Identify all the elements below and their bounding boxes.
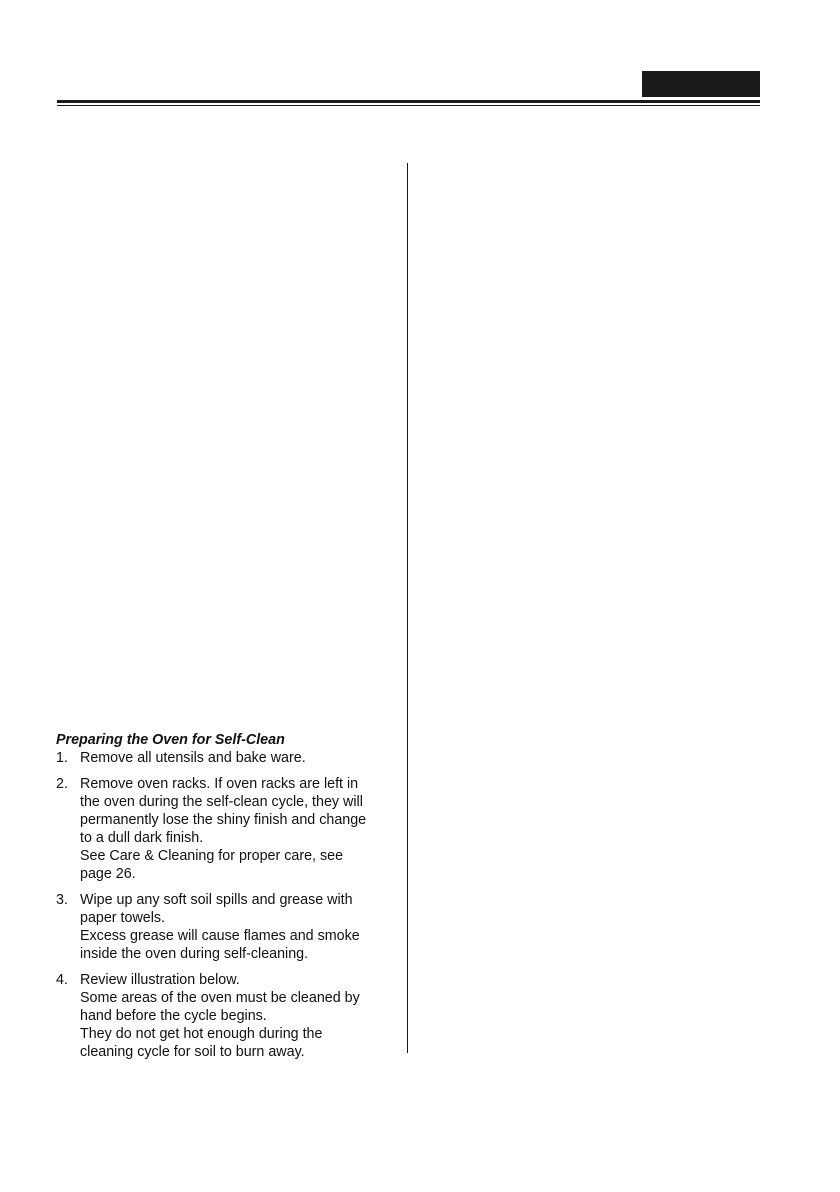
step-2 [56,775,396,883]
step-text-line: Excess grease will cause flames and smoke [80,928,360,944]
left-column [56,731,396,1069]
step-text-line: Review illustration below. [80,972,240,988]
step-text-line: Wipe up any soft soil spills and grease with [80,892,353,908]
step-4 [56,971,396,1061]
section-title: Preparing the Oven for Self-Clean [56,732,285,748]
step-text-line: Some areas of the oven must be cleaned by [80,990,360,1006]
step-text-line: page 26. [80,866,136,882]
column-divider [407,163,408,1053]
step-text-line: inside the oven during self-cleaning. [80,946,309,962]
header-rule-thin [57,105,760,106]
step-number: 3. [56,892,68,908]
step-text-line: the oven during the self-clean cycle, they will [80,794,363,810]
header-rule-thick [57,100,760,103]
step-text-line: cleaning cycle for soil to burn away. [80,1044,305,1060]
step-text-line: to a dull dark finish. [80,830,204,846]
step-3 [56,891,396,963]
step-text-line: They do not get hot enough during the [80,1026,323,1042]
step-text-line: Remove oven racks. If oven racks are left in [80,776,359,792]
step-number: 2. [56,776,68,792]
step-text-line: See Care & Cleaning for proper care, see [80,848,344,864]
step-number: 4. [56,972,68,988]
step-text-line: permanently lose the shiny finish and change [80,812,367,828]
step-text-line: paper towels. [80,910,166,926]
step-text-line: hand before the cycle begins. [80,1008,267,1024]
step-1 [56,749,396,767]
step-text-line: Remove all utensils and bake ware. [80,750,306,766]
header-tab [642,71,760,97]
step-number: 1. [56,750,68,766]
